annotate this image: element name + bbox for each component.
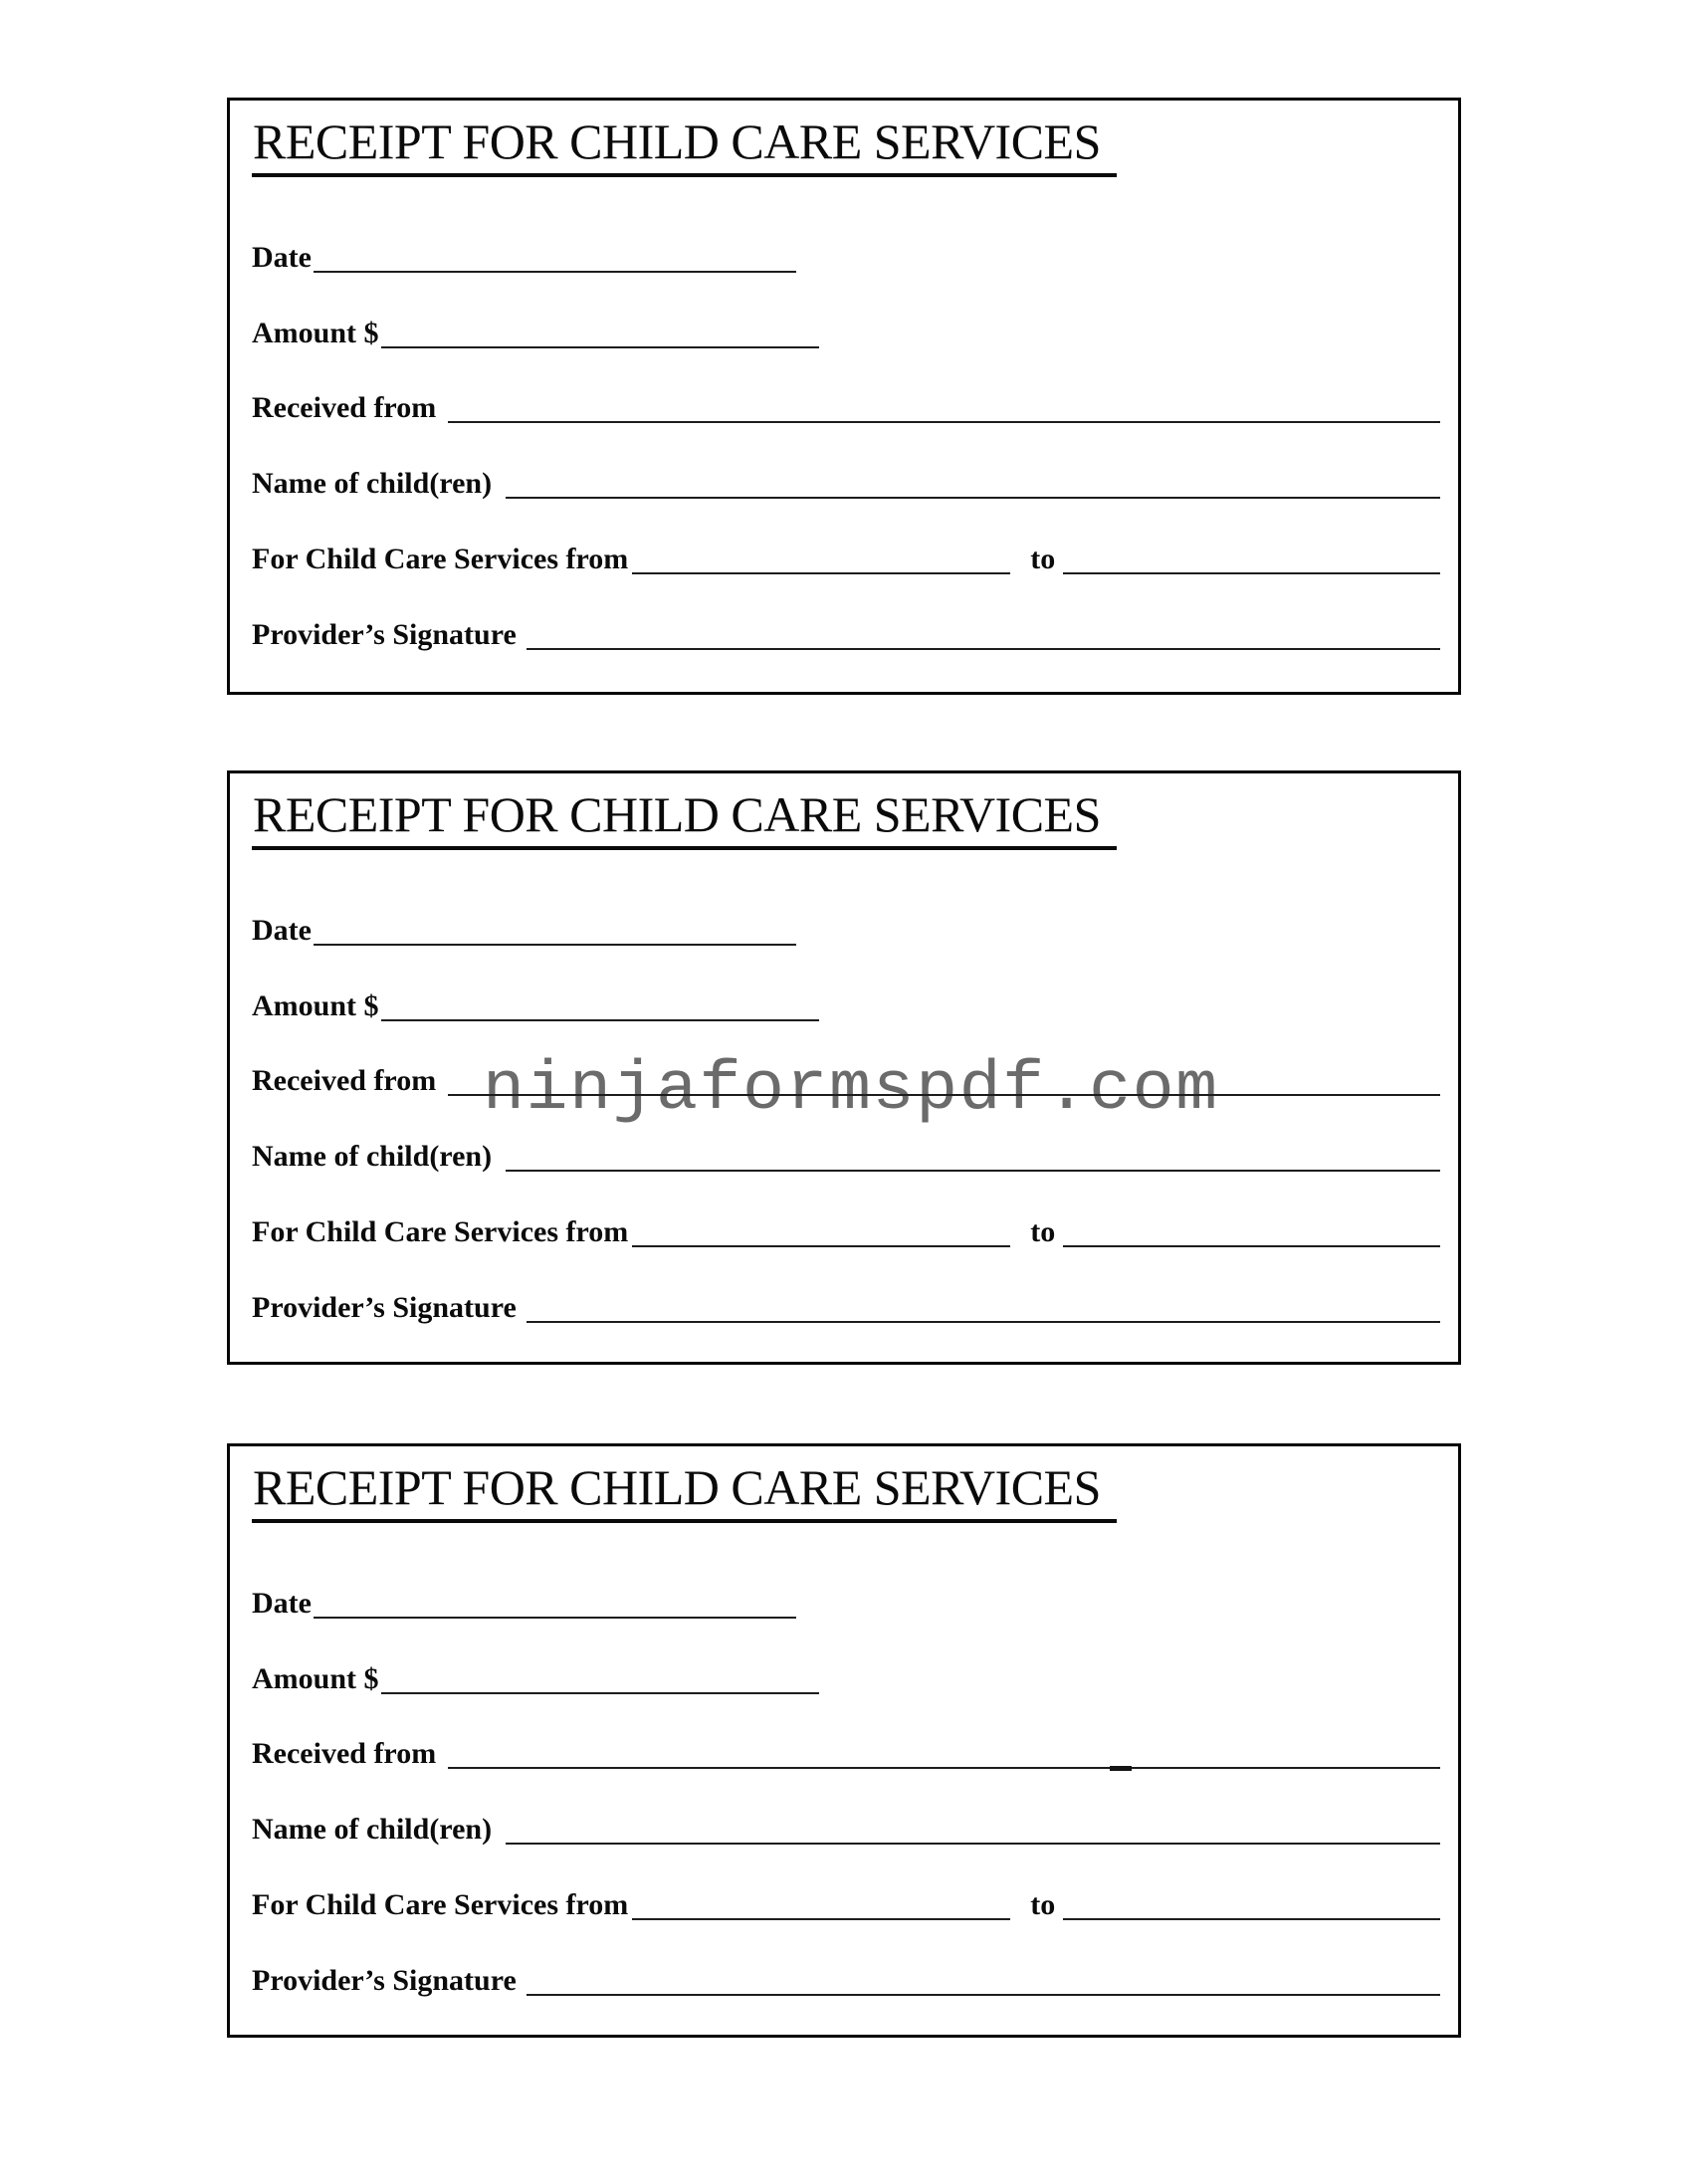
date-label: Date — [252, 1587, 312, 1620]
children-label: Name of child(ren) — [252, 467, 493, 500]
service-period-end-blank-line — [1063, 1245, 1440, 1247]
field-row-children — [230, 1138, 1458, 1176]
watermark: ninjaformspdf.com — [483, 1051, 1219, 1130]
signature-blank-line — [527, 1321, 1440, 1323]
date-blank-line — [314, 1617, 796, 1619]
amount-label: Amount $ — [252, 1662, 379, 1695]
received-from-blank-line — [448, 1094, 1440, 1096]
signature-blank-line — [527, 1994, 1440, 1996]
field-row-signature — [230, 1962, 1458, 2000]
field-row-date — [230, 1585, 1458, 1623]
field-row-amount — [230, 315, 1458, 352]
service-period-end-blank-line — [1063, 1918, 1440, 1920]
date-blank-line — [314, 944, 796, 946]
underscore-mark — [1110, 1766, 1132, 1771]
field-row-children — [230, 1811, 1458, 1849]
to-label: to — [1030, 543, 1056, 575]
amount-blank-line — [381, 346, 819, 348]
field-row-children — [230, 465, 1458, 503]
date-blank-line — [314, 271, 796, 273]
children-label: Name of child(ren) — [252, 1813, 493, 1846]
children-blank-line — [506, 497, 1440, 499]
received-from-label: Received from — [252, 1064, 437, 1097]
service-period-end-blank-line — [1063, 572, 1440, 574]
receipt-card — [227, 1443, 1461, 2038]
received-from-label: Received from — [252, 391, 437, 424]
field-row-amount — [230, 987, 1458, 1025]
field-row-signature — [230, 616, 1458, 654]
field-row-service-period — [230, 1213, 1458, 1251]
to-label: to — [1030, 1215, 1056, 1248]
children-blank-line — [506, 1170, 1440, 1172]
amount-label: Amount $ — [252, 317, 379, 349]
field-row-date — [230, 239, 1458, 277]
service-period-start-blank-line — [632, 572, 1010, 574]
signature-label: Provider’s Signature — [252, 1291, 517, 1324]
date-label: Date — [252, 914, 312, 947]
children-label: Name of child(ren) — [252, 1140, 493, 1173]
to-label: to — [1030, 1888, 1056, 1921]
receipt-card — [227, 98, 1461, 695]
field-row-received-from — [230, 389, 1458, 427]
field-row-signature — [230, 1289, 1458, 1327]
service-period-start-blank-line — [632, 1245, 1010, 1247]
receipt-title: RECEIPT FOR CHILD CARE SERVICES — [252, 1460, 1117, 1523]
field-row-service-period — [230, 1886, 1458, 1924]
field-row-amount — [230, 1660, 1458, 1698]
receipt-title: RECEIPT FOR CHILD CARE SERVICES — [252, 114, 1117, 177]
amount-blank-line — [381, 1019, 819, 1021]
services-from-label: For Child Care Services from — [252, 543, 629, 575]
field-row-received-from — [230, 1735, 1458, 1773]
signature-blank-line — [527, 648, 1440, 650]
field-row-date — [230, 912, 1458, 950]
receipt-title: RECEIPT FOR CHILD CARE SERVICES — [252, 787, 1117, 850]
date-label: Date — [252, 241, 312, 274]
received-from-label: Received from — [252, 1737, 437, 1770]
amount-blank-line — [381, 1692, 819, 1694]
received-from-blank-line — [448, 1767, 1440, 1769]
field-row-service-period — [230, 541, 1458, 578]
children-blank-line — [506, 1843, 1440, 1845]
amount-label: Amount $ — [252, 989, 379, 1022]
signature-label: Provider’s Signature — [252, 1964, 517, 1997]
received-from-blank-line — [448, 421, 1440, 423]
services-from-label: For Child Care Services from — [252, 1888, 629, 1921]
receipt-card — [227, 770, 1461, 1365]
service-period-start-blank-line — [632, 1918, 1010, 1920]
signature-label: Provider’s Signature — [252, 618, 517, 651]
services-from-label: For Child Care Services from — [252, 1215, 629, 1248]
field-row-received-from — [230, 1062, 1458, 1100]
